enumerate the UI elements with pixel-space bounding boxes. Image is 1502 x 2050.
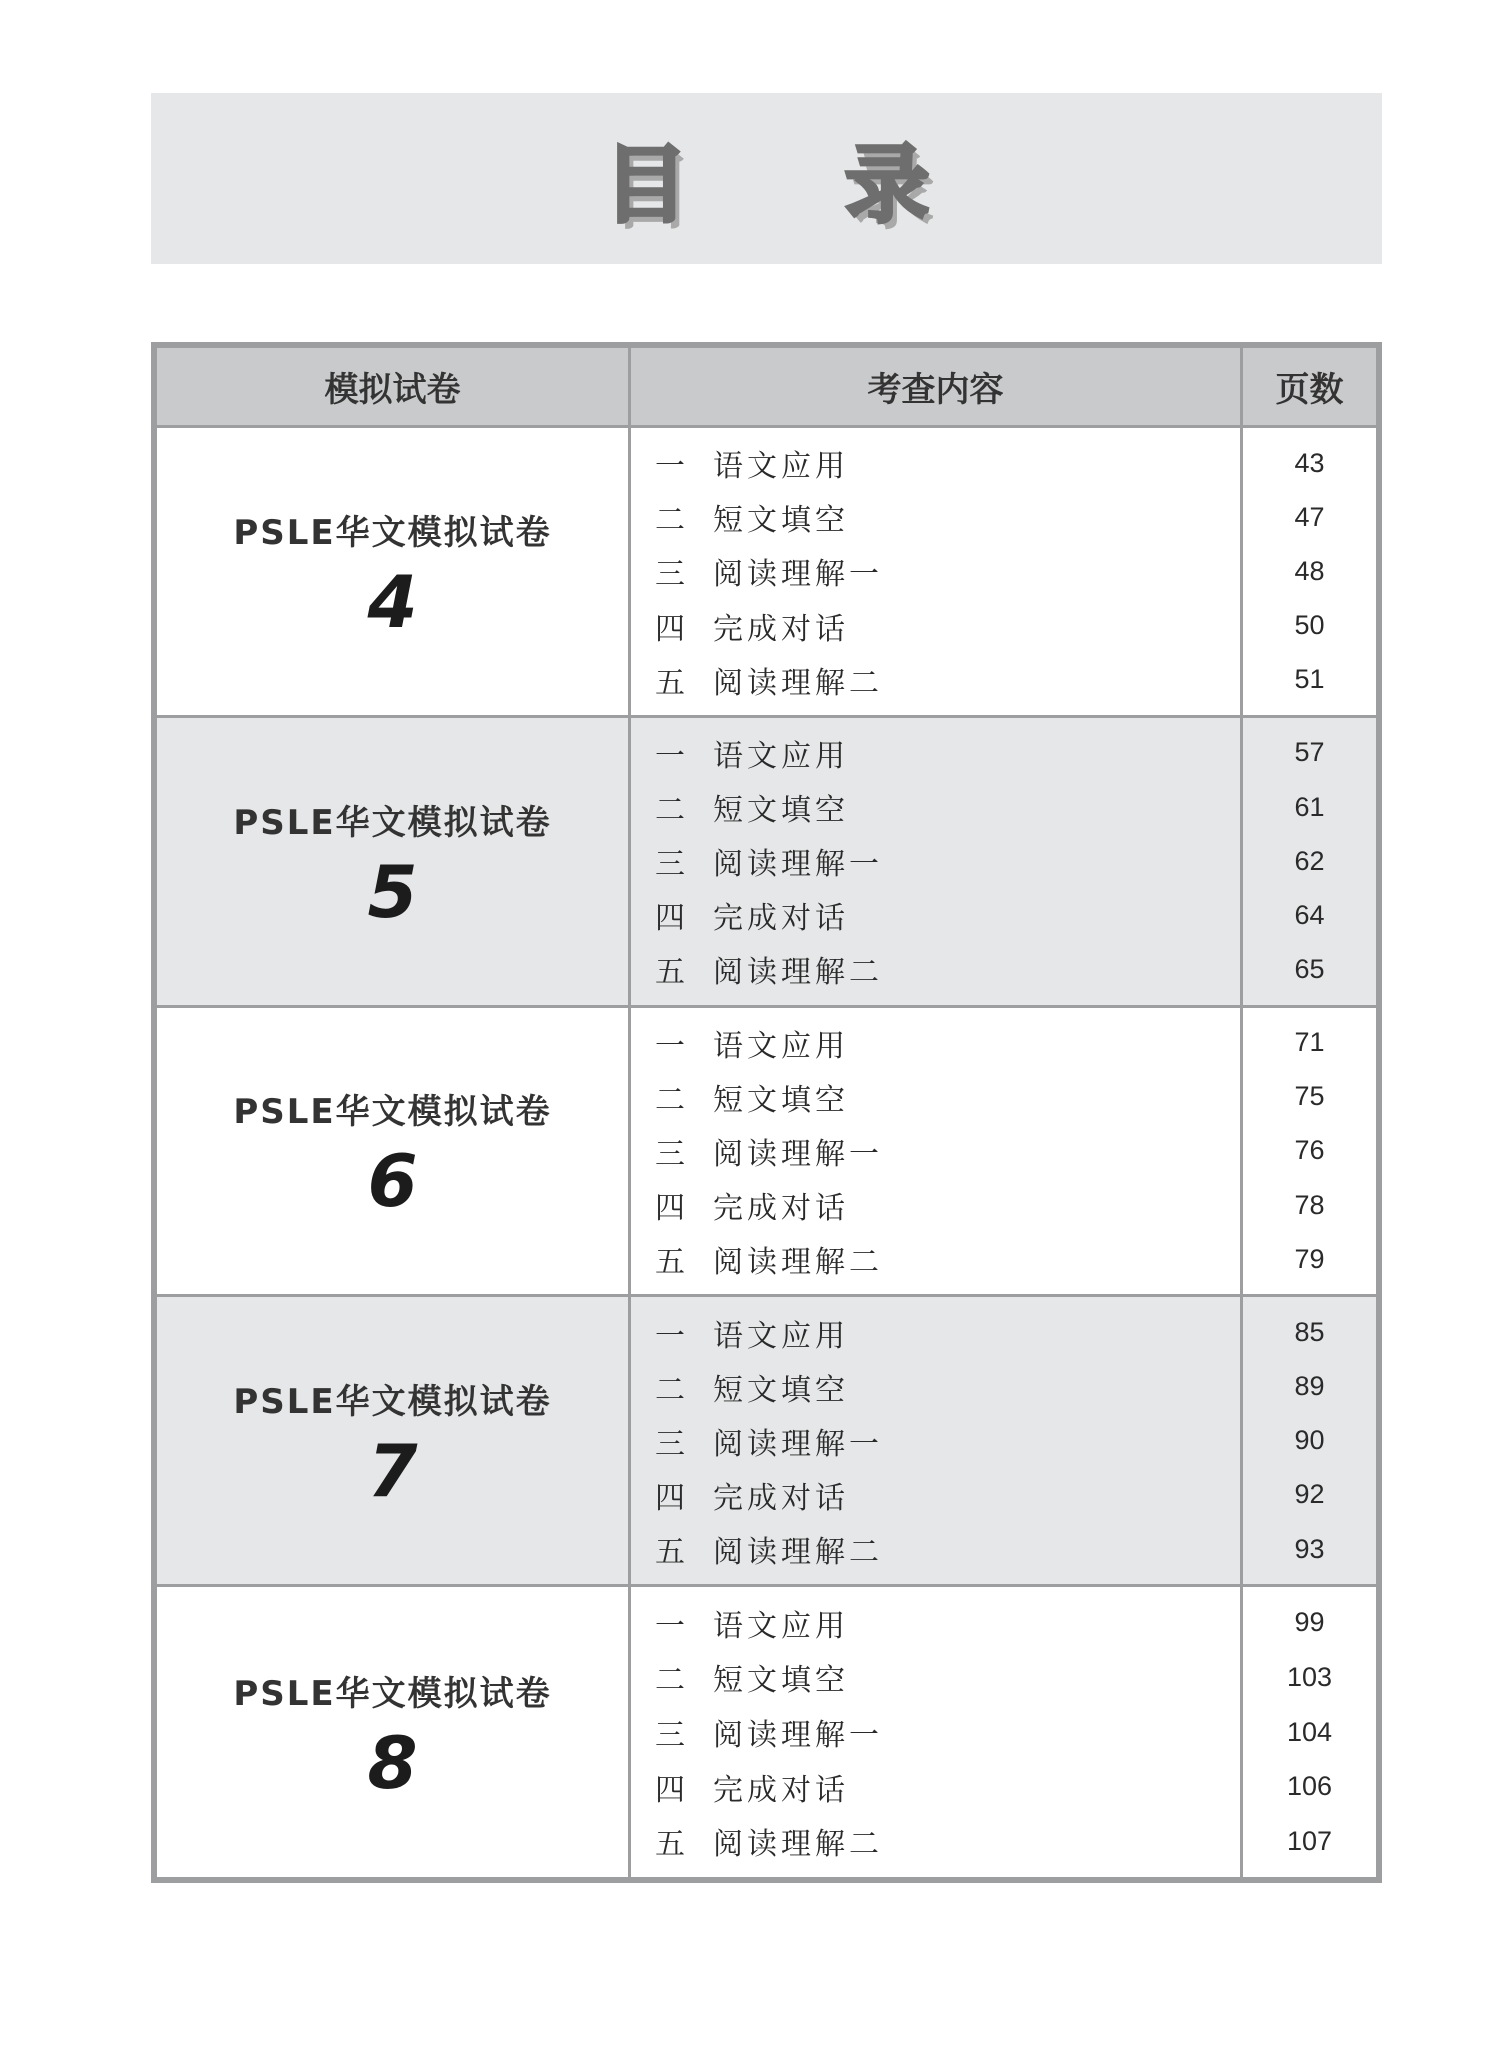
- page-number: 104: [1286, 1716, 1333, 1747]
- page-title: 目 录: [603, 136, 994, 234]
- content-item: [631, 436, 1240, 490]
- page-number: 93: [1294, 1533, 1325, 1564]
- paper-title: PSLE华文模拟试卷: [233, 1092, 552, 1133]
- item-label: 短文填空: [713, 503, 849, 539]
- content-item: [631, 888, 1240, 942]
- content-cell: [631, 428, 1243, 718]
- item-label: 阅读理解二: [713, 1245, 883, 1281]
- item-label: 完成对话: [713, 611, 849, 647]
- page-number: 89: [1294, 1371, 1325, 1402]
- item-number: 一: [655, 1608, 685, 1644]
- item-number: 二: [655, 1663, 685, 1699]
- item-number: 五: [655, 665, 685, 701]
- content-cell: [631, 718, 1243, 1008]
- paper-title: PSLE华文模拟试卷: [233, 1673, 552, 1714]
- header-paper: 模拟试卷: [157, 348, 631, 428]
- item-number: 五: [655, 1535, 685, 1571]
- item-label: 完成对话: [713, 901, 849, 937]
- page-number: 92: [1294, 1479, 1325, 1510]
- content-item: [631, 1468, 1240, 1522]
- content-item: [631, 1414, 1240, 1468]
- item-label: 阅读理解二: [713, 665, 883, 701]
- content-item: [631, 1016, 1240, 1070]
- content-cell: [631, 1008, 1243, 1298]
- page-number: 90: [1294, 1425, 1325, 1456]
- paper-number: 7: [367, 1429, 418, 1514]
- item-label: 完成对话: [713, 1191, 849, 1227]
- content-item: [631, 1814, 1240, 1868]
- content-item: [631, 1596, 1240, 1650]
- page-number: 50: [1294, 610, 1325, 640]
- item-label: 短文填空: [713, 793, 849, 829]
- page-cell: [1243, 1297, 1376, 1587]
- page-number: 106: [1286, 1771, 1333, 1802]
- item-label: 阅读理解一: [713, 1718, 883, 1754]
- paper-cell: [157, 718, 631, 1008]
- item-label: 完成对话: [713, 1480, 849, 1516]
- content-item: [631, 726, 1240, 780]
- page-number: 76: [1294, 1135, 1325, 1166]
- paper-number: 4: [367, 559, 418, 644]
- item-label: 阅读理解二: [713, 1535, 883, 1571]
- page-number: 85: [1294, 1317, 1325, 1348]
- paper-number: 6: [367, 1139, 418, 1224]
- item-label: 阅读理解一: [713, 557, 883, 593]
- content-item: [631, 1232, 1240, 1286]
- paper-title: PSLE华文模拟试卷: [233, 802, 552, 843]
- page-number: 103: [1286, 1661, 1333, 1692]
- content-item: [631, 653, 1240, 707]
- content-cell: [631, 1297, 1243, 1587]
- item-label: 短文填空: [713, 1372, 849, 1408]
- item-label: 完成对话: [713, 1772, 849, 1808]
- item-label: 语文应用: [713, 1318, 849, 1354]
- paper-cell: [157, 1587, 631, 1877]
- item-label: 语文应用: [713, 449, 849, 485]
- item-number: 四: [655, 1772, 685, 1808]
- item-number: 四: [655, 901, 685, 937]
- item-label: 语文应用: [713, 1608, 849, 1644]
- item-number: 一: [655, 449, 685, 485]
- toc-table: [151, 342, 1382, 1883]
- page-number: 64: [1294, 899, 1325, 930]
- item-number: 一: [655, 1318, 685, 1354]
- content-item: [631, 942, 1240, 996]
- page-number: 78: [1294, 1189, 1325, 1220]
- paper-cell: [157, 428, 631, 718]
- item-number: 四: [655, 611, 685, 647]
- item-number: 二: [655, 1372, 685, 1408]
- content-item: [631, 1178, 1240, 1232]
- item-label: 阅读理解一: [713, 1426, 883, 1462]
- item-label: 短文填空: [713, 1663, 849, 1699]
- item-number: 一: [655, 738, 685, 774]
- page-cell: [1243, 1008, 1376, 1298]
- content-cell: [631, 1587, 1243, 1877]
- content-item: [631, 490, 1240, 544]
- paper-cell: [157, 1008, 631, 1298]
- item-number: 三: [655, 1426, 685, 1462]
- page-cell: [1243, 718, 1376, 1008]
- item-number: 三: [655, 1136, 685, 1172]
- item-number: 一: [655, 1028, 685, 1064]
- page-number: 47: [1294, 501, 1325, 532]
- content-item: [631, 1360, 1240, 1414]
- item-label: 阅读理解二: [713, 955, 883, 991]
- item-number: 三: [655, 557, 685, 593]
- content-item: [631, 780, 1240, 834]
- content-item: [631, 1522, 1240, 1576]
- item-number: 二: [655, 793, 685, 829]
- content-item: [631, 834, 1240, 888]
- paper-title: PSLE华文模拟试卷: [233, 512, 552, 553]
- page-number: 62: [1294, 845, 1325, 876]
- page-number: 75: [1294, 1081, 1325, 1112]
- item-number: 三: [655, 1718, 685, 1754]
- item-label: 阅读理解一: [713, 847, 883, 883]
- page-number: 43: [1294, 447, 1325, 478]
- page-number: 48: [1294, 555, 1325, 586]
- item-number: 五: [655, 1245, 685, 1281]
- item-number: 二: [655, 503, 685, 539]
- page-number: 79: [1294, 1243, 1325, 1274]
- paper-cell: [157, 1297, 631, 1587]
- item-number: 五: [655, 955, 685, 991]
- page-number: 51: [1294, 664, 1325, 695]
- item-number: 四: [655, 1480, 685, 1516]
- content-item: [631, 1306, 1240, 1360]
- page-number: 71: [1294, 1027, 1325, 1058]
- title-banner: [151, 93, 1382, 264]
- page-number: 65: [1294, 953, 1325, 984]
- page-number: 61: [1294, 791, 1325, 822]
- content-item: [631, 1650, 1240, 1704]
- page-number: 107: [1286, 1825, 1333, 1856]
- content-item: [631, 1705, 1240, 1759]
- page-cell: [1243, 428, 1376, 718]
- paper-number: 5: [367, 849, 418, 934]
- paper-title: PSLE华文模拟试卷: [233, 1382, 552, 1423]
- item-label: 阅读理解一: [713, 1136, 883, 1172]
- item-number: 二: [655, 1082, 685, 1118]
- item-label: 语文应用: [713, 1028, 849, 1064]
- item-label: 短文填空: [713, 1082, 849, 1118]
- content-item: [631, 1760, 1240, 1814]
- content-item: [631, 1070, 1240, 1124]
- item-number: 三: [655, 847, 685, 883]
- header-content: 考查内容: [631, 348, 1243, 428]
- content-item: [631, 1124, 1240, 1178]
- item-number: 五: [655, 1827, 685, 1863]
- paper-number: 8: [367, 1720, 418, 1805]
- content-item: [631, 599, 1240, 653]
- page-cell: [1243, 1587, 1376, 1877]
- item-label: 语文应用: [713, 738, 849, 774]
- page-number: 99: [1294, 1607, 1325, 1638]
- page-number: 57: [1294, 737, 1325, 768]
- item-label: 阅读理解二: [713, 1827, 883, 1863]
- content-item: [631, 544, 1240, 598]
- item-number: 四: [655, 1191, 685, 1227]
- header-pages: 页数: [1243, 348, 1376, 428]
